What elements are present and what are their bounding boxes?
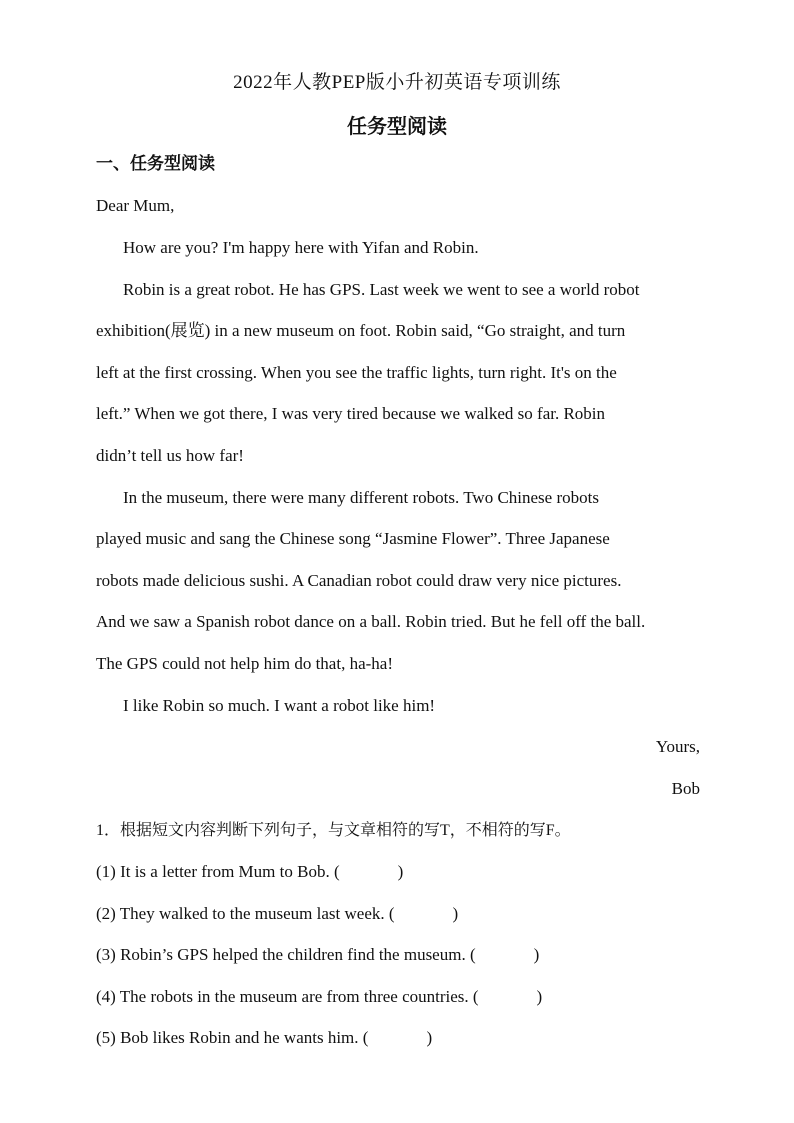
answer-blank-close: ) [397, 862, 404, 881]
question-item [96, 902, 458, 926]
question-text: (4) The robots in the museum are from three countries. ( [96, 987, 479, 1006]
question-item [96, 860, 403, 884]
letter-line: In the museum, there were many different robots. Two Chinese robots [123, 488, 599, 507]
letter-line: left at the first crossing. When you see the traffic lights, turn right. It's on the [96, 363, 617, 382]
letter-line: Robin is a great robot. He has GPS. Last week we went to see a world robot [123, 280, 640, 299]
question-instruction: 1．根据短文内容判断下列句子，与文章相符的写T，不相符的写F。 [96, 822, 571, 839]
letter-line: exhibition(展览) in a new museum on foot. Robin said, “Go straight, and turn [96, 321, 626, 340]
letter-line: didn’t tell us how far! [96, 446, 244, 465]
section-heading: 一、任务型阅读 [96, 154, 215, 174]
answer-blank-close: ) [452, 904, 459, 923]
question-text: (3) Robin’s GPS helped the children find the museum. ( [96, 945, 476, 964]
document-title: 2022年人教PEP版小升初英语专项训练 [233, 72, 561, 93]
question-text: (5) Bob likes Robin and he wants him. ( [96, 1028, 369, 1047]
letter-line: And we saw a Spanish robot dance on a ball. Robin tried. But he fell off the ball. [96, 612, 646, 631]
document-subtitle: 任务型阅读 [347, 114, 447, 138]
answer-blank-close: ) [426, 1028, 433, 1047]
letter-line: played music and sang the Chinese song “Jasmine Flower”. Three Japanese [96, 529, 610, 548]
question-item [96, 985, 542, 1009]
question-text: (2) They walked to the museum last week. ( [96, 904, 395, 923]
answer-blank-close: ) [536, 987, 543, 1006]
letter-greeting: Dear Mum, [96, 196, 175, 215]
letter-line: How are you? I'm happy here with Yifan and Robin. [123, 238, 479, 257]
letter-closing: Yours, [655, 737, 700, 756]
letter-line: I like Robin so much. I want a robot like him! [123, 696, 436, 715]
question-item [96, 943, 539, 967]
answer-blank-close: ) [533, 945, 540, 964]
letter-line: robots made delicious sushi. A Canadian robot could draw very nice pictures. [96, 571, 622, 590]
question-item [96, 1026, 432, 1050]
letter-signature: Bob [671, 779, 700, 798]
letter-line: left.” When we got there, I was very tired because we walked so far. Robin [96, 404, 606, 423]
letter-line: The GPS could not help him do that, ha-ha! [96, 654, 393, 673]
question-text: (1) It is a letter from Mum to Bob. ( [96, 862, 340, 881]
